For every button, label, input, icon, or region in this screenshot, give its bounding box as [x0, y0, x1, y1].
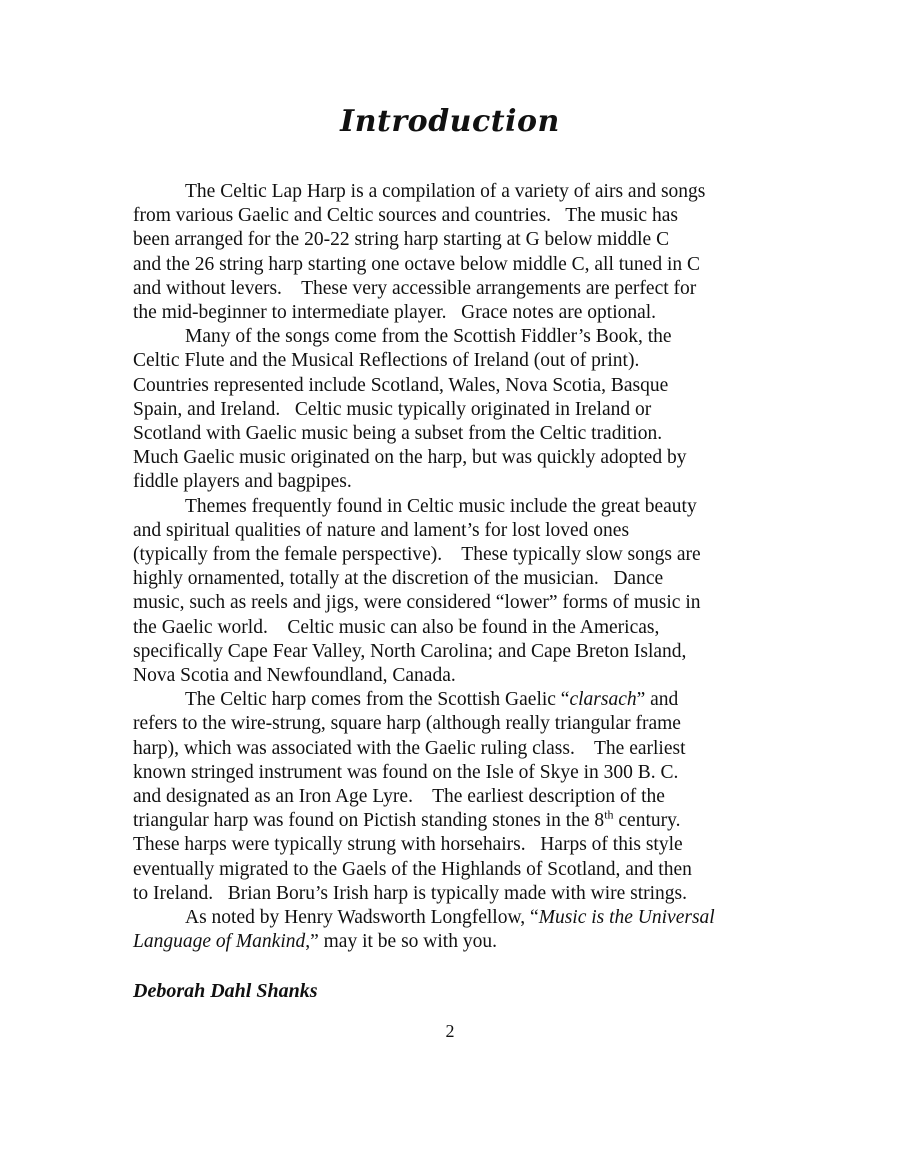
body-text	[133, 180, 773, 955]
text-run: ,” may it be so with you.	[305, 931, 497, 953]
text-line	[133, 930, 773, 954]
text-line: music, such as reels and jigs, were considered “lower” forms of music in	[133, 592, 701, 614]
paragraph-3	[133, 495, 773, 689]
text-line: from various Gaelic and Celtic sources and countries. The music has	[133, 205, 678, 227]
text-line: fiddle players and bagpipes.	[133, 471, 352, 493]
text-line: (typically from the female perspective). These typically slow songs are	[133, 544, 701, 566]
text-line	[133, 809, 773, 833]
text-run: As noted by Henry Wadsworth Longfellow, “	[185, 907, 539, 929]
text-line: Scotland with Gaelic music being a subset from the Celtic tradition.	[133, 423, 663, 445]
text-line: Much Gaelic music originated on the harp, but was quickly adopted by	[133, 447, 687, 469]
text-line: The Celtic Lap Harp is a compilation of a variety of airs and songs	[185, 181, 706, 202]
page-number: 2	[445, 1021, 455, 1041]
text-line: Nova Scotia and Newfoundland, Canada.	[133, 665, 456, 687]
text-line: and without levers. These very accessible arrangements are perfect for	[133, 277, 697, 299]
text-line: specifically Cape Fear Valley, North Carolina; and Cape Breton Island,	[133, 640, 687, 662]
text-line: been arranged for the 20-22 string harp starting at G below middle C	[133, 229, 670, 251]
page-title: Introduction	[340, 104, 560, 139]
text-line: and the 26 string harp starting one octave below middle C, all tuned in C	[133, 253, 701, 275]
italic-term: clarsach	[569, 689, 637, 711]
text-run: The Celtic harp comes from the Scottish Gaelic “	[185, 689, 570, 711]
ordinal-superscript: th	[604, 807, 614, 822]
text-line: eventually migrated to the Gaels of the Highlands of Scotland, and then	[133, 858, 692, 880]
paragraph-5	[133, 906, 773, 954]
text-line: Celtic Flute and the Musical Reflections of Ireland (out of print).	[133, 350, 640, 372]
text-line: Themes frequently found in Celtic music include the great beauty	[185, 495, 697, 517]
text-run: ” and	[636, 689, 679, 711]
text-line	[133, 906, 773, 930]
text-line: known stringed instrument was found on the Isle of Skye in 300 B. C.	[133, 761, 679, 783]
text-run: century.	[613, 810, 681, 832]
quote-italic: Music is the Universal	[538, 907, 715, 929]
text-line: harp), which was associated with the Gaelic ruling class. The earliest	[133, 737, 686, 759]
paragraph-2	[133, 325, 773, 494]
text-run: triangular harp was found on Pictish standing stones in the 8	[133, 810, 605, 832]
text-line: to Ireland. Brian Boru’s Irish harp is typically made with wire strings.	[133, 882, 688, 904]
text-line: Spain, and Ireland. Celtic music typically originated in Ireland or	[133, 398, 652, 420]
quote-italic: Language of Mankind	[133, 931, 306, 953]
text-line: and designated as an Iron Age Lyre. The earliest description of the	[133, 786, 665, 808]
text-line: Countries represented include Scotland, Wales, Nova Scotia, Basque	[133, 374, 669, 396]
author-signature: Deborah Dahl Shanks	[133, 980, 318, 1002]
text-line: refers to the wire-strung, square harp (although really triangular frame	[133, 713, 681, 735]
text-line: highly ornamented, totally at the discretion of the musician. Dance	[133, 568, 664, 590]
text-line	[133, 688, 773, 712]
text-line: the Gaelic world. Celtic music can also be found in the Americas,	[133, 616, 660, 638]
text-line: Many of the songs come from the Scottish Fiddler’s Book, the	[185, 326, 672, 348]
paragraph-4	[133, 688, 773, 906]
text-line: and spiritual qualities of nature and lament’s for lost loved ones	[133, 519, 630, 541]
text-line: These harps were typically strung with horsehairs. Harps of this style	[133, 834, 683, 856]
text-line: the mid-beginner to intermediate player. Grace notes are optional.	[133, 302, 657, 324]
paragraph-1	[133, 180, 773, 325]
